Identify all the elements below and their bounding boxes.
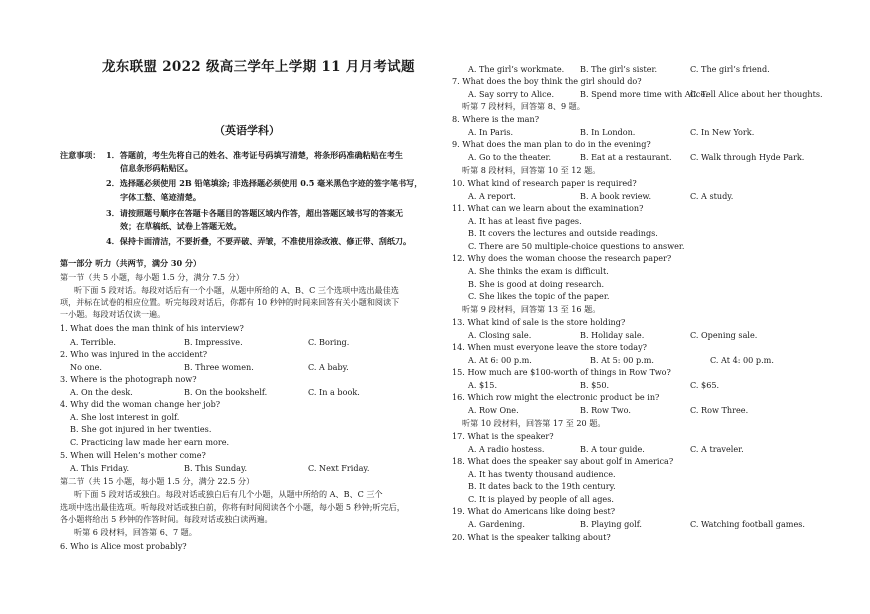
option-b: B. She is good at doing research. [468, 279, 605, 289]
option-a: A. Go to the theater. [468, 152, 552, 162]
notice-item: 字体工整、笔迹清楚。 [120, 192, 201, 202]
option-c: C. Practicing law made her earn more. [70, 437, 230, 447]
option-a: A. It has at least five pages. [468, 216, 582, 226]
option-c: C. At 4: 00 p.m. [710, 355, 774, 365]
option-a: A. A radio hostess. [468, 444, 545, 454]
question-stem: 10. What kind of research paper is required? [452, 178, 637, 188]
option-c: C. There are 50 multiple-choice questions to answer. [468, 241, 685, 251]
question-stem: 11. What can we learn about the examination? [452, 203, 644, 213]
listen-instruction: 听第 10 段材料，回答第 17 至 20 题。 [462, 418, 606, 428]
section2-instruction: 听下面 5 段对话或独白。每段对话或独白后有几个小题，从题中所给的 A、B、C 三个 [74, 489, 383, 499]
question-stem: 5. When will Helen’s mother come? [60, 450, 206, 460]
part1-heading: 第一部分 听力（共两节，满分 30 分） [60, 258, 202, 268]
option-a: A. This Friday. [70, 463, 130, 473]
option-c: C. Walk through Hyde Park. [690, 152, 805, 162]
option-b: B. In London. [580, 127, 636, 137]
option-c: C. In a book. [308, 387, 360, 397]
option-b: B. At 5: 00 p.m. [590, 355, 654, 365]
option-a: A. $15. [468, 380, 498, 390]
notice-item: 4．保持卡面清洁，不要折叠，不要弄破、弄皱，不准使用涂改液、修正带、刮纸刀。 [106, 236, 412, 246]
question-stem: 16. Which row might the electronic product be in? [452, 392, 660, 402]
option-a: A. She thinks the exam is difficult. [468, 266, 609, 276]
listen-instruction: 听第 9 段材料，回答第 13 至 16 题。 [462, 304, 601, 314]
option-b: B. A book review. [580, 191, 652, 201]
question-stem: 15. How much are $100-worth of things in Row Two? [452, 367, 671, 377]
option-b: B. This Sunday. [184, 463, 248, 473]
option-a: A. At 6: 00 p.m. [468, 355, 532, 365]
section2-instruction: 各小题将给出 5 秒钟的作答时间。每段对话或独白读两遍。 [60, 514, 273, 524]
question-stem: 12. Why does the woman choose the research paper? [452, 253, 672, 263]
option-c: C. Opening sale. [690, 330, 758, 340]
option-a: A. Gardening. [468, 519, 525, 529]
option-c: C. She likes the topic of the paper. [468, 291, 610, 301]
option-b: B. Holiday sale. [580, 330, 645, 340]
option-c: C. A baby. [308, 362, 349, 372]
question-stem: 17. What is the speaker? [452, 431, 554, 441]
listen-instruction: 听第 6 段材料，回答第 6、7 题。 [74, 527, 197, 537]
listen-instruction: 听第 8 段材料，回答第 10 至 12 题。 [462, 165, 601, 175]
option-b: B. She got injured in her twenties. [70, 424, 212, 434]
option-a: No one. [70, 362, 102, 372]
option-a: A. Say sorry to Alice. [468, 89, 555, 99]
question-stem: 7. What does the boy think the girl should do? [452, 76, 642, 86]
section1-instruction: 项，并标在试卷的相应位置。听完每段对话后，你都有 10 秒钟的时间来回答有关小题和阅读下 [60, 297, 400, 307]
section2-instruction: 选项中选出最佳选项。听每段对话或独白前，你将有时间阅读各个小题，每小题 5 秒钟;听完后， [60, 502, 405, 512]
option-b: B. Row Two. [580, 405, 631, 415]
option-c: C. A traveler. [690, 444, 744, 454]
question-stem: 9. What does the man plan to do in the evening? [452, 139, 651, 149]
option-a: A. On the desk. [70, 387, 133, 397]
option-a: A. It has twenty thousand audience. [468, 469, 616, 479]
option-c: C. Tell Alice about her thoughts. [690, 89, 823, 99]
notice-item: 1．答题前，考生先将自己的姓名、准考证号码填写清楚，将条形码准确粘贴在考生 [106, 150, 404, 160]
notice-item: 3．请按照题号顺序在答题卡各题目的答题区域内作答，超出答题区域书写的答案无 [106, 208, 404, 218]
notice-item: 效；在草稿纸、试卷上答题无效。 [120, 221, 242, 231]
option-c: C. Boring. [308, 337, 350, 347]
option-b: B. Eat at a restaurant. [580, 152, 672, 162]
notice-item: 2．选择题必须使用 2B 铅笔填涂; 非选择题必须使用 0.5 毫米黑色字迹的签字笔书写， [106, 178, 423, 188]
question-stem: 18. What does the speaker say about golf in America? [452, 456, 674, 466]
option-a: A. A report. [468, 191, 516, 201]
option-c: C. Next Friday. [308, 463, 370, 473]
option-b: B. Three women. [184, 362, 254, 372]
subject-label: （英语学科） [214, 124, 280, 137]
option-a: A. She lost interest in golf. [70, 412, 180, 422]
option-b: B. $50. [580, 380, 610, 390]
option-b: B. Playing golf. [580, 519, 643, 529]
option-a: A. Terrible. [70, 337, 117, 347]
question-stem: 19. What do Americans like doing best? [452, 506, 616, 516]
option-a: A. The girl’s workmate. [468, 64, 565, 74]
question-stem: 8. Where is the man? [452, 114, 540, 124]
option-a: A. Row One. [468, 405, 519, 415]
option-b: B. Spend more time with Alice. [580, 89, 708, 99]
option-b: B. On the bookshelf. [184, 387, 268, 397]
question-stem: 4. Why did the woman change her job? [60, 399, 221, 409]
question-stem: 20. What is the speaker talking about? [452, 532, 611, 542]
option-c: C. $65. [690, 380, 720, 390]
option-c: C. A study. [690, 191, 734, 201]
option-b: B. A tour guide. [580, 444, 645, 454]
option-a: A. In Paris. [468, 127, 514, 137]
option-b: B. It covers the lectures and outside readings. [468, 228, 658, 238]
exam-title: 龙东联盟 2022 级高三学年上学期 11 月月考试题 [102, 59, 415, 75]
listen-instruction: 听第 7 段材料，回答第 8、9 题。 [462, 101, 585, 111]
question-stem: 14. When must everyone leave the store today? [452, 342, 647, 352]
option-a: A. Closing sale. [468, 330, 532, 340]
section1-instruction: 听下面 5 段对话。每段对话后有一个小题，从题中所给的 A、B、C 三个选项中选出最佳选 [74, 285, 399, 295]
section1-heading: 第一节（共 5 小题，每小题 1.5 分，满分 7.5 分） [60, 272, 244, 282]
option-b: B. It dates back to the 19th century. [468, 481, 616, 491]
section1-instruction: 一小题。每段对话仅读一遍。 [60, 309, 166, 319]
option-c: C. It is played by people of all ages. [468, 494, 614, 504]
question-stem: 3. Where is the photograph now? [60, 374, 197, 384]
option-c: C. The girl’s friend. [690, 64, 770, 74]
option-c: C. In New York. [690, 127, 755, 137]
option-c: C. Watching football games. [690, 519, 805, 529]
section2-heading: 第二节（共 15 小题，每小题 1.5 分，满分 22.5 分） [60, 476, 255, 486]
option-b: B. The girl’s sister. [580, 64, 658, 74]
notice-label: 注意事项： [60, 150, 101, 160]
question-stem: 1. What does the man think of his interview? [60, 323, 244, 333]
option-c: C. Row Three. [690, 405, 749, 415]
question-stem: 13. What kind of sale is the store holding? [452, 317, 626, 327]
notice-item: 信息条形码粘贴区。 [120, 163, 193, 173]
option-b: B. Impressive. [184, 337, 243, 347]
question-stem: 6. Who is Alice most probably? [60, 541, 187, 551]
question-stem: 2. Who was injured in the accident? [60, 349, 208, 359]
